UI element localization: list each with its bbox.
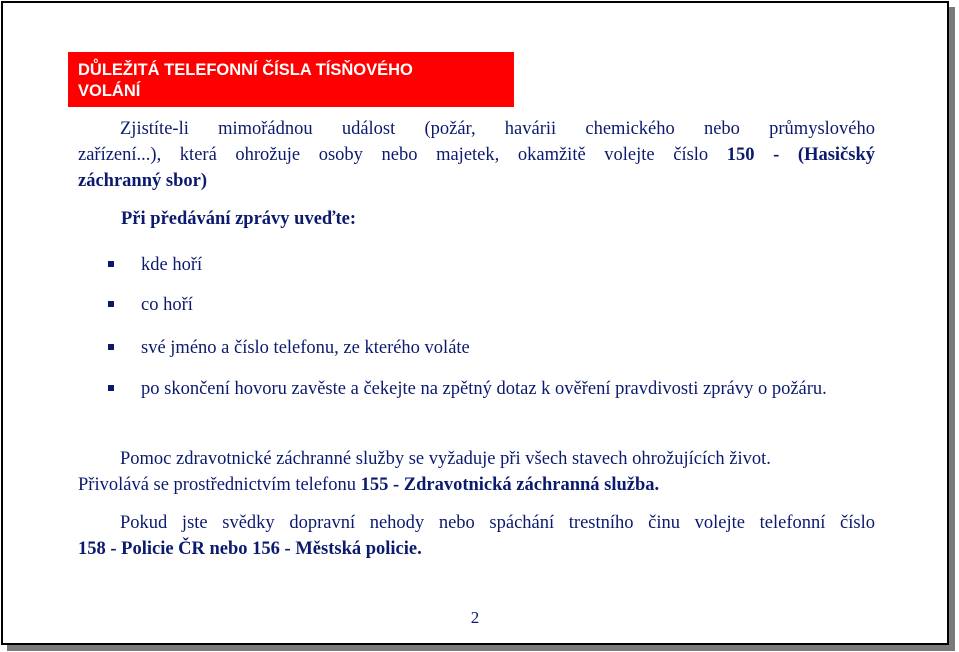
heading-line-2: VOLÁNÍ: [78, 82, 141, 100]
medical-paragraph: [78, 446, 875, 498]
fire-paragraph: [78, 116, 875, 194]
medical-line-2-text: Přivolává se prostřednictvím telefonu: [78, 475, 361, 495]
report-title: Při předávání zprávy uveďte:: [121, 209, 357, 229]
heading-box: [68, 52, 514, 107]
fire-number: 150 - (Hasičský: [726, 145, 875, 165]
heading-line-1: DŮLEŽITÁ TELEFONNÍ ČÍSLA TÍSŇOVÉHO: [78, 61, 413, 79]
medical-line-1-text: Pomoc zdravotnické záchranné služby se vyžaduje při všech stavech ohrožujících život.: [120, 449, 771, 469]
medical-line-2: [78, 472, 875, 498]
traffic-paragraph: [78, 510, 875, 562]
fire-line-1: [78, 116, 875, 142]
page-number: 2: [470, 608, 480, 627]
square-bullet-icon: [108, 385, 114, 391]
police-numbers: 158 - Policie ČR nebo 156 - Městská policie.: [78, 539, 422, 559]
fire-line-1-text: Zjistíte-li mimořádnou událost (požár, havárii chemického nebo průmyslového: [120, 119, 875, 139]
list-item-text: po skončení hovoru zavěste a čekejte na zpětný dotaz k ověření pravdivosti zprávy o požáru.: [141, 379, 827, 399]
square-bullet-icon: [108, 301, 114, 307]
traffic-line-1-text: Pokud jste svědky dopravní nehody nebo spáchání trestního činu volejte telefonní číslo: [120, 513, 875, 533]
medical-line-1: [78, 446, 875, 472]
traffic-line-2: [78, 536, 875, 562]
medical-number: 155 - Zdravotnická záchranná služba.: [360, 475, 660, 495]
list-item-text: své jméno a číslo telefonu, ze kterého voláte: [141, 338, 470, 358]
fire-service-name: záchranný sbor): [78, 171, 207, 191]
fire-line-2: [78, 142, 875, 168]
list-item-text: kde hoří: [141, 255, 203, 275]
fire-line-2-text: zařízení...), která ohrožuje osoby nebo majetek, okamžitě volejte číslo: [78, 145, 727, 165]
list-item-text: co hoří: [141, 295, 193, 315]
square-bullet-icon: [108, 344, 114, 350]
square-bullet-icon: [108, 261, 114, 267]
traffic-line-1: [78, 510, 875, 536]
fire-line-3: [78, 168, 875, 194]
